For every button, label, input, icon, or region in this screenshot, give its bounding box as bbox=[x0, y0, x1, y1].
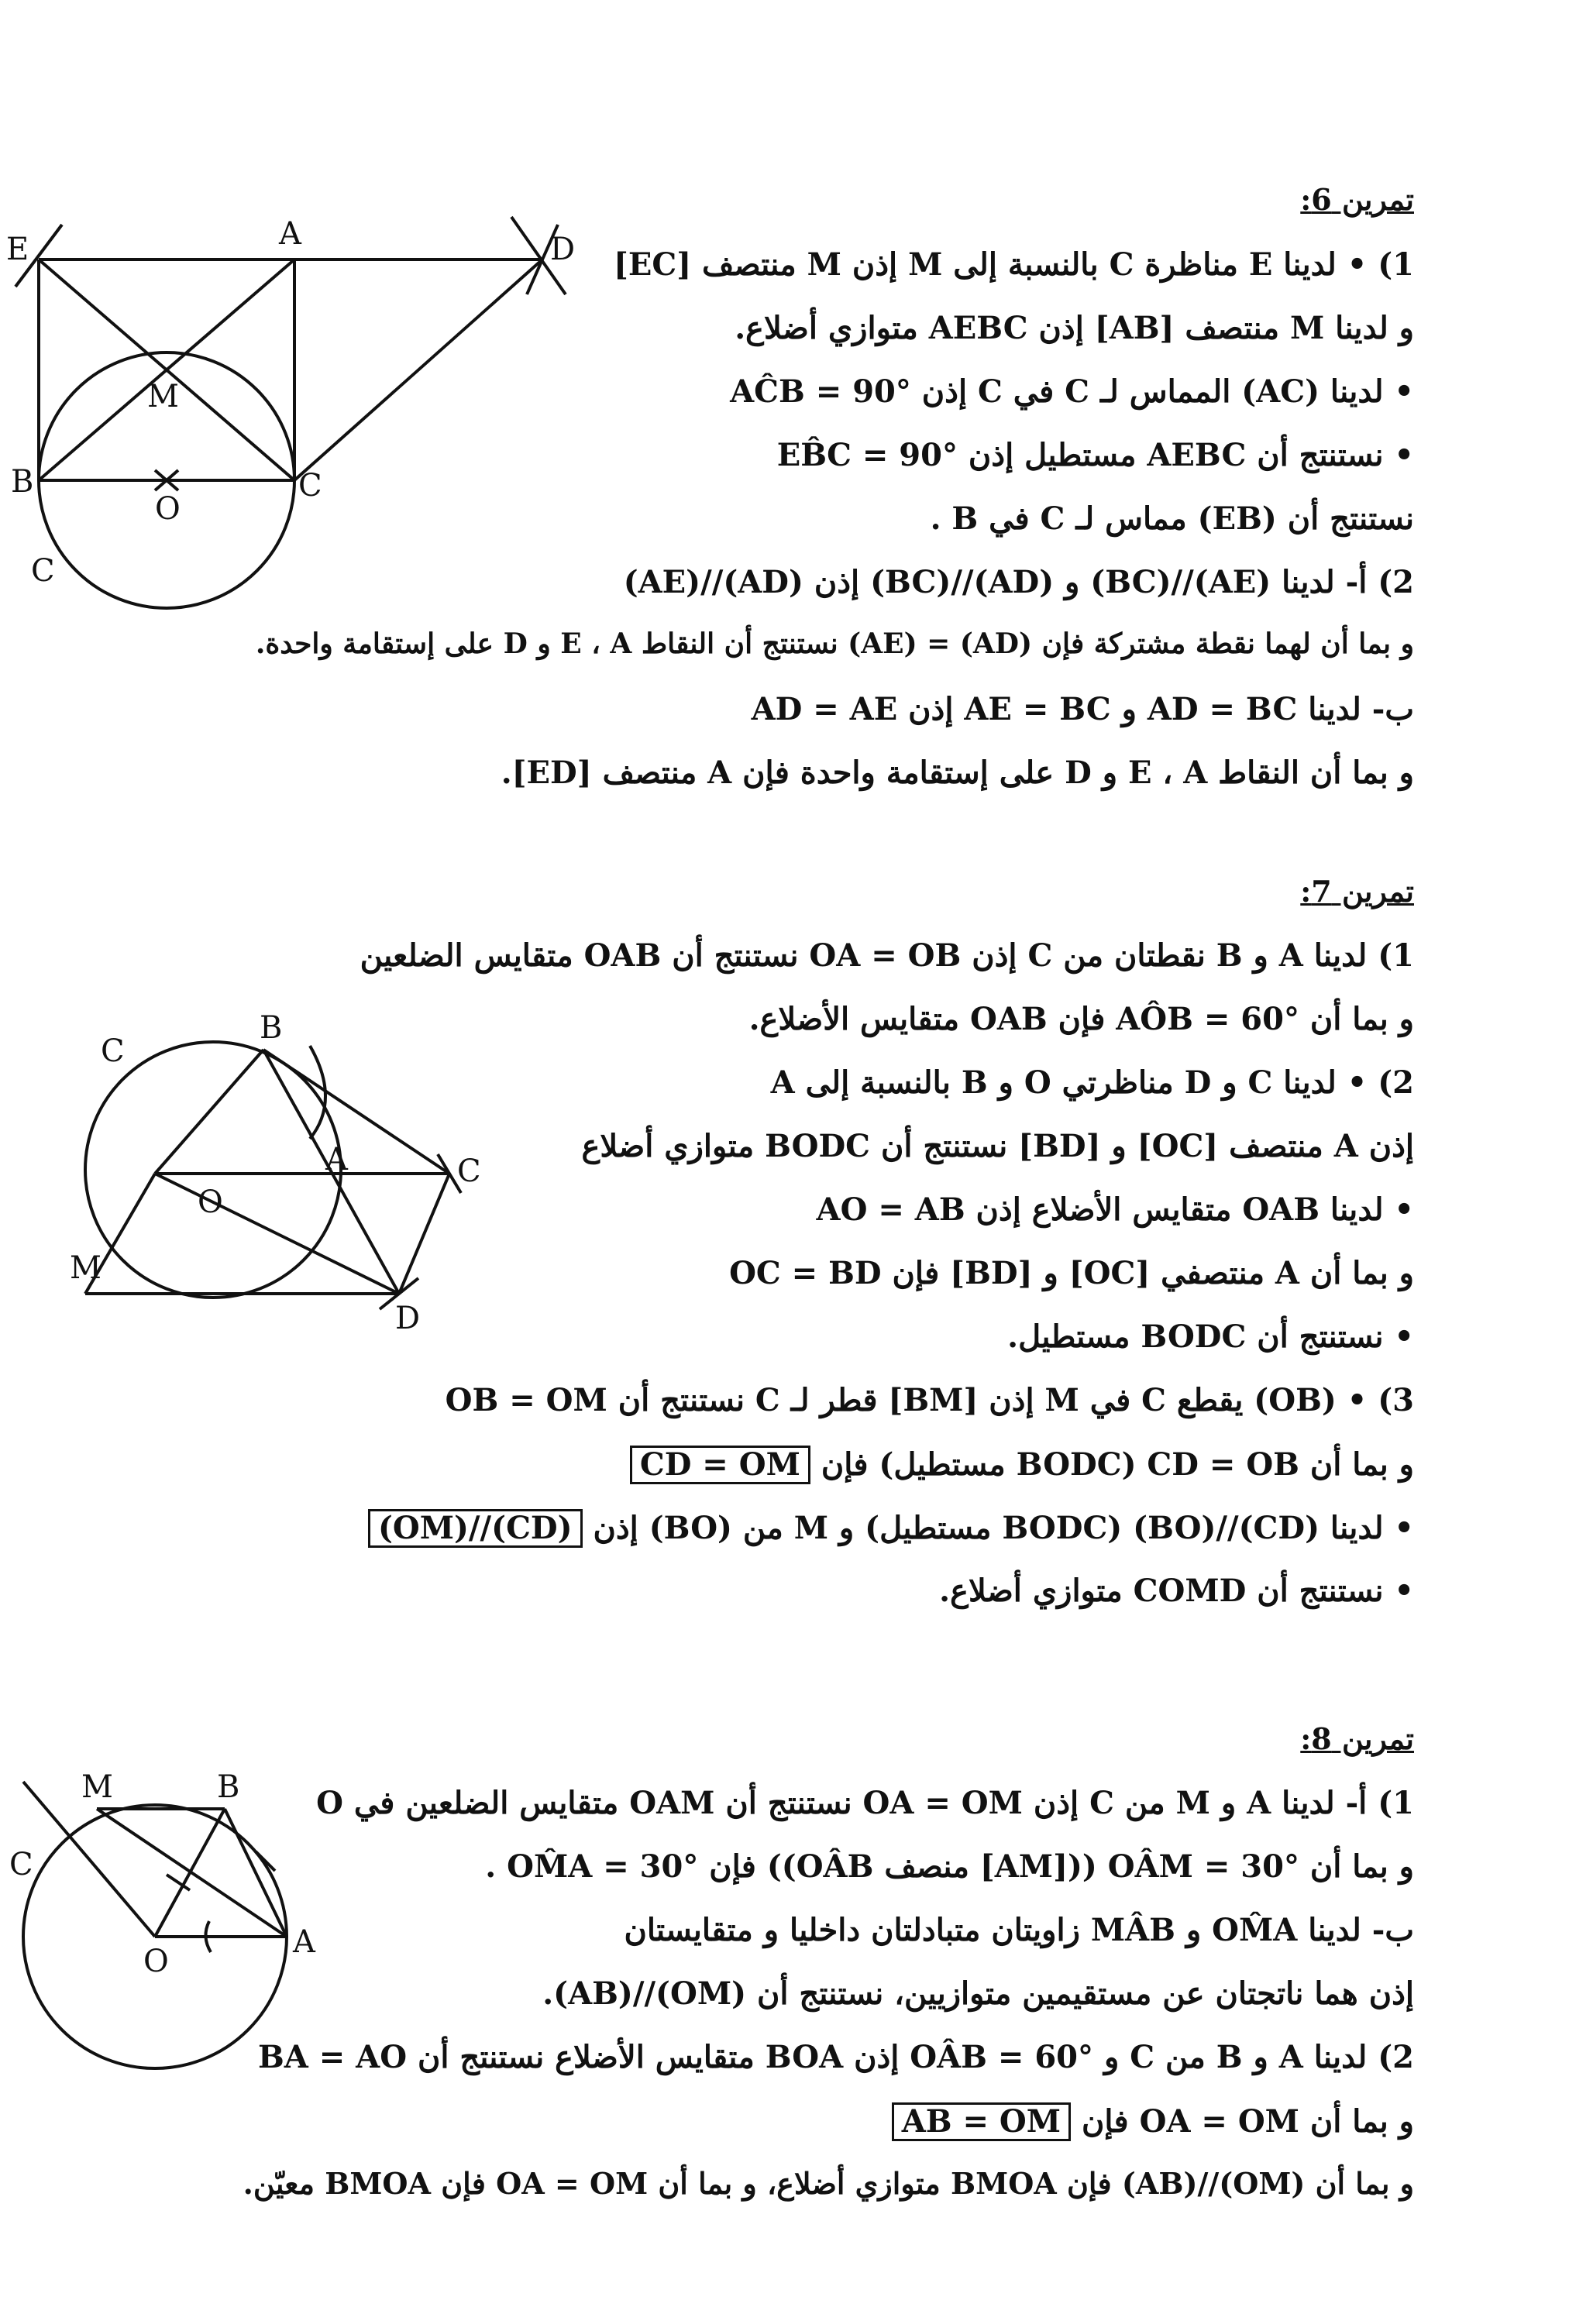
text-line: و بما أن AÔB = 60° فإن OAB متقايس الأضلاع. bbox=[748, 1001, 1414, 1037]
point-label: M bbox=[147, 379, 179, 414]
text-line: و بما أن OÂM = 30° (([AM] منصف OÂB)) فإن OM̂A = 30° . bbox=[485, 1848, 1414, 1885]
point-label: E bbox=[6, 232, 29, 267]
figure-exercise-8 bbox=[0, 1758, 325, 2084]
text-line: ب- لدينا OM̂A و MÂB زاويتان متبادلتان داخليا و متقايستان bbox=[624, 1912, 1414, 1948]
point-label: D bbox=[550, 232, 576, 267]
exercise-title: تمرين 8: bbox=[1300, 1721, 1414, 1756]
point-label: B bbox=[217, 1769, 240, 1805]
exercise-title: تمرين 7: bbox=[1300, 874, 1414, 909]
text-line: و لدينا M منتصف [AB] إذن AEBC متوازي أضلاع. bbox=[735, 310, 1414, 346]
circle-label: C bbox=[31, 553, 55, 589]
exercise-title: تمرين 6: bbox=[1300, 182, 1414, 217]
point-label: O bbox=[143, 1944, 169, 1979]
point-label: C bbox=[457, 1153, 481, 1189]
text-line bbox=[368, 1509, 1414, 1548]
boxed-result: AB = OM bbox=[892, 2102, 1071, 2141]
point-label: M bbox=[70, 1250, 102, 1286]
text-line: • نستنتج أن AEBC مستطيل إذن EB̂C = 90° bbox=[776, 437, 1414, 473]
point-label: A bbox=[325, 1142, 348, 1177]
point-label: C bbox=[101, 1033, 125, 1069]
text-line: • لدينا OAB متقايس الأضلاع إذن AO = AB bbox=[816, 1191, 1414, 1228]
text-line: • نستنتج أن COMD متوازي أضلاع. bbox=[939, 1573, 1414, 1609]
text-line: 1) لدينا A و B نقطتان من C إذن OA = OB نستنتج أن OAB متقايس الضلعين bbox=[360, 937, 1414, 974]
boxed-result: (CD)//(OM) bbox=[368, 1509, 583, 1548]
text-segment: و بما أن OA = OM فإن bbox=[1081, 2103, 1414, 2140]
circle-label: C bbox=[9, 1847, 33, 1882]
point-label: M bbox=[81, 1769, 113, 1805]
text-line: • نستنتج أن BODC مستطيل. bbox=[1007, 1318, 1414, 1355]
text-line: و بما أن A منتصفي [OC] و [BD] فإن OC = BD bbox=[729, 1255, 1414, 1291]
text-line: و بما أن لهما نقطة مشتركة فإن (AD) = (AE) نستنتج أن النقاط E ، A و D على إستقامة واحدة. bbox=[255, 627, 1414, 660]
text-segment: • لدينا (CD)//(BO) (BODC مستطيل) و M من (BO) إذن bbox=[593, 1510, 1414, 1546]
text-line: 1) • لدينا E مناظرة C بالنسبة إلى M إذن M منتصف [EC] bbox=[613, 246, 1414, 283]
text-line: ب- لدينا AD = BC و AE = BC إذن AD = AE bbox=[751, 691, 1414, 727]
point-label: A bbox=[279, 216, 301, 252]
text-line: و بما أن (OM)//(AB) فإن BMOA متوازي أضلاع، و بما أن OA = OM فإن BMOA معيّن. bbox=[243, 2166, 1414, 2201]
text-line: • لدينا (AC) المماس لـ C في C إذن AĈB = 90° bbox=[730, 373, 1414, 410]
point-label: D bbox=[395, 1301, 421, 1336]
text-line: إذن A منتصف [OC] و [BD] نستنتج أن BODC متوازي أضلاع bbox=[581, 1128, 1414, 1164]
text-line: 2) لدينا A و B من C و OÂB = 60° إذن BOA متقايس الأضلاع نستنتج أن BA = AO bbox=[257, 2039, 1414, 2075]
point-label: B bbox=[260, 1015, 283, 1046]
geometry-figure bbox=[0, 1758, 325, 2084]
text-line: 2) أ- لدينا (AE)//(BC) و (AD)//(BC) إذن (AD)//(AE) bbox=[623, 564, 1414, 600]
text-line: 1) أ- لدينا A و M من C إذن OA = OM نستنتج أن OAM متقايس الضلعين في O bbox=[316, 1785, 1414, 1821]
text-line: 2) • لدينا C و D مناظرتي O و B بالنسبة إلى A bbox=[770, 1064, 1414, 1101]
point-label: O bbox=[155, 491, 181, 527]
point-label: C bbox=[298, 468, 322, 504]
figure-exercise-6 bbox=[0, 209, 589, 612]
text-segment: و بما أن CD = OB (BODC مستطيل) فإن bbox=[821, 1446, 1414, 1483]
text-line bbox=[630, 1446, 1414, 1484]
geometry-figure bbox=[46, 1015, 550, 1340]
text-line: و بما أن النقاط E ، A و D على إستقامة واحدة فإن A منتصف [ED]. bbox=[501, 755, 1414, 791]
geometry-figure bbox=[0, 209, 589, 612]
point-label: O bbox=[198, 1184, 223, 1220]
text-line: إذن هما ناتجتان عن مستقيمين متوازيين، نستنتج أن (OM)//(AB). bbox=[542, 1975, 1414, 2012]
point-label: A bbox=[293, 1924, 315, 1960]
point-label: B bbox=[11, 464, 34, 500]
text-line: نستنتج أن (EB) مماس لـ C في B . bbox=[930, 500, 1414, 537]
figure-exercise-7 bbox=[46, 1015, 550, 1340]
text-line: 3) • (OB) يقطع C في M إذن [BM] قطر لـ C نستنتج أن OB = OM bbox=[445, 1382, 1414, 1418]
text-line bbox=[892, 2102, 1414, 2141]
boxed-result: CD = OM bbox=[630, 1446, 810, 1484]
